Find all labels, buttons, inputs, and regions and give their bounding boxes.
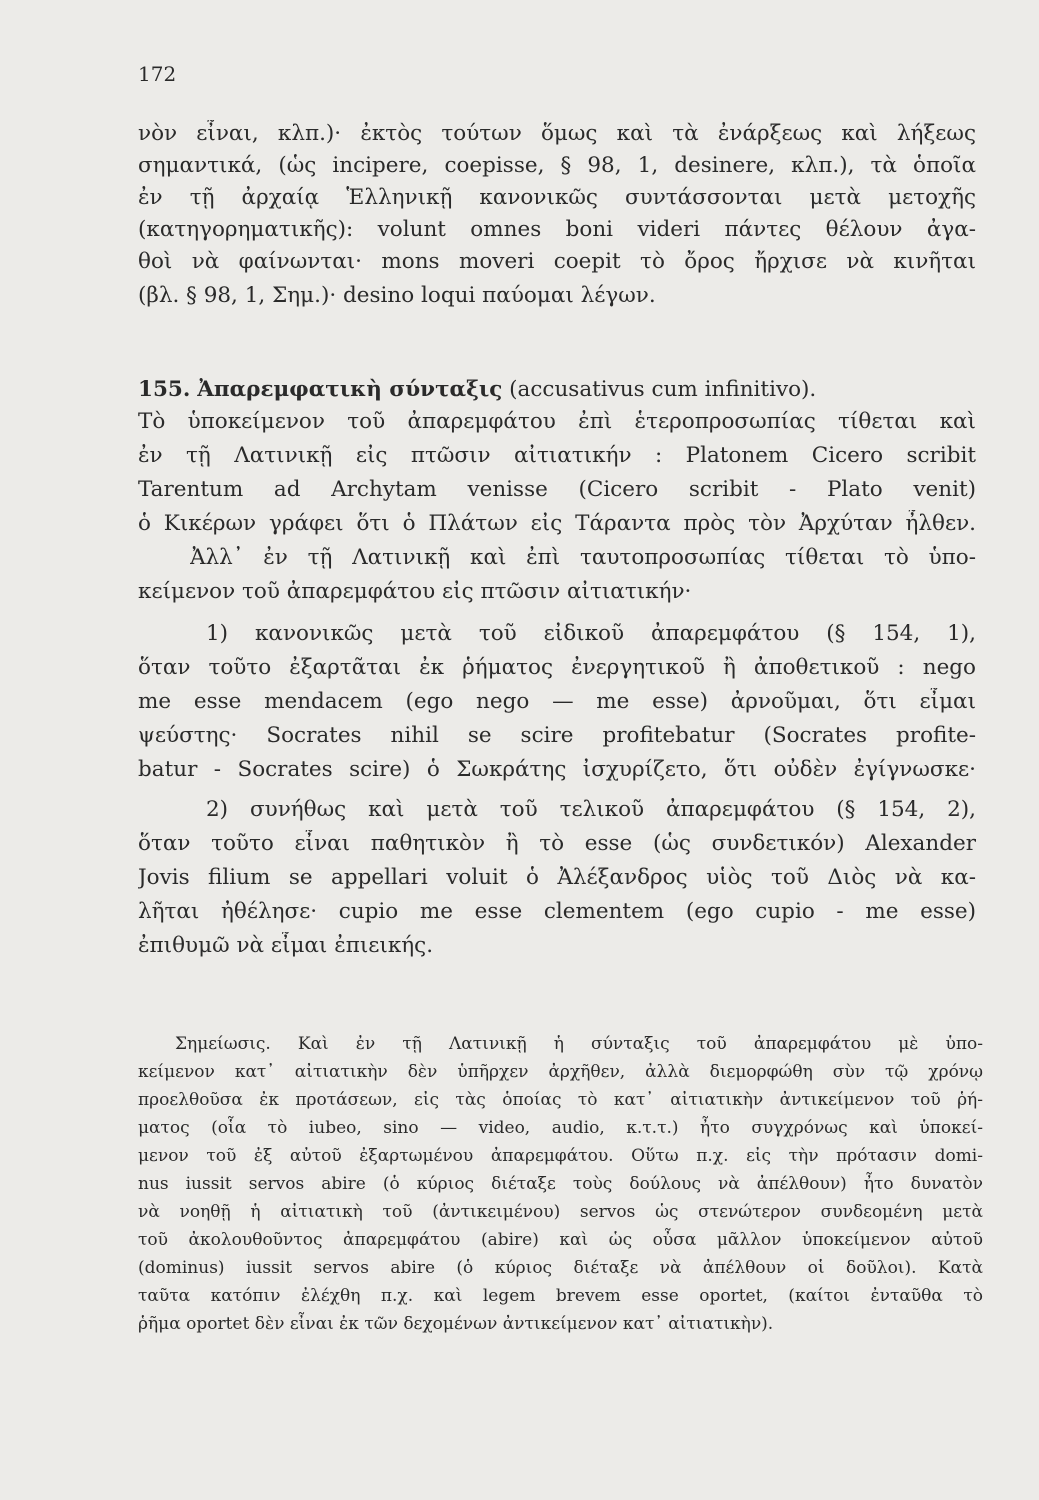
section-line: ἐπιθυμῶ νὰ εἶμαι ἐπιεικής. [138,933,434,958]
body-line: ἐν τῇ ἀρχαίᾳ Ἑλληνικῇ κανονικῶς συντάσσονται μετὰ μετοχῆς [138,185,976,210]
section-line: Jovis filium se appellari voluit ὁ Ἀλέξανδρος υἱὸς τοῦ Διὸς νὰ κα- [138,865,976,890]
note-line: nus iussit servos abire (ὁ κύριος διέταξε τοὺς δούλους νὰ ἀπέλθουν) ἦτο δυνατὸν [138,1174,983,1194]
section-line: λῆται ἠθέλησε· cupio me esse clementem (ego cupio - me esse) [138,899,976,924]
body-line: (κατηγορηματικῆς): volunt omnes boni videri πάντες θέλουν ἀγα- [138,217,976,242]
note-line: μενον τοῦ ἐξ αὐτοῦ ἐξαρτωμένου ἀπαρεμφάτου. Οὕτω π.χ. εἰς τὴν πρότασιν domi- [138,1146,983,1166]
section-line: ψεύστης· Socrates nihil se scire profitebatur (Socrates profite- [138,723,976,748]
body-line: νὸν εἶναι, κλπ.)· ἐκτὸς τούτων ὅμως καὶ τὰ ἐνάρξεως καὶ λήξεως [138,121,976,146]
page-number: 172 [138,62,177,86]
section-line: batur - Socrates scire) ὁ Σωκράτης ἰσχυρίζετο, ὅτι οὐδὲν ἐγίγνωσκε· [138,757,976,782]
note-line: νὰ νοηθῇ ἡ αἰτιατικὴ τοῦ (ἀντικειμένου) servos ὡς στενώτερον συνδεομένη μετὰ [138,1202,983,1222]
section-line: Tarentum ad Archytam venisse (Cicero scribit - Plato venit) [138,477,976,502]
note-line: τοῦ ἀκολουθοῦντος ἀπαρεμφάτου (abire) καὶ ὡς οὖσα μᾶλλον ὑποκείμενον αὐτοῦ [138,1230,983,1250]
section-line: Ἀλλ᾽ ἐν τῇ Λατινικῇ καὶ ἐπὶ ταυτοπροσωπίας τίθεται τὸ ὑπο- [190,545,976,570]
section-subtitle: (accusativus cum infinitivo). [509,377,817,402]
section-line: ὅταν τοῦτο εἶναι παθητικὸν ἢ τὸ esse (ὡς συνδετικόν) Alexander [138,831,976,856]
body-line: (βλ. § 98, 1, Σημ.)· desino loqui παύομαι λέγων. [138,283,656,308]
section-line: me esse mendacem (ego nego — me esse) ἀρνοῦμαι, ὅτι εἶμαι [138,689,976,714]
note-line: προελθοῦσα ἐκ προτάσεων, εἰς τὰς ὁποίας τὸ κατ᾽ αἰτιατικὴν ἀντικείμενον τοῦ ῥή- [138,1090,983,1110]
body-line: θοὶ νὰ φαίνωνται· mons moveri coepit τὸ ὄρος ἤρχισε νὰ κινῆται [138,249,976,274]
section-line: ἐν τῇ Λατινικῇ εἰς πτῶσιν αἰτιατικήν : Platonem Cicero scribit [138,443,976,468]
section-line: Τὸ ὑποκείμενον τοῦ ἀπαρεμφάτου ἐπὶ ἑτεροπροσωπίας τίθεται καὶ [138,409,976,434]
note-line: ῥῆμα oportet δὲν εἶναι ἐκ τῶν δεχομένων ἀντικείμενον κατ᾽ αἰτιατικὴν). [138,1314,774,1334]
note-line: κείμενον κατ᾽ αἰτιατικὴν δὲν ὑπῆρχεν ἀρχῆθεν, ἀλλὰ διεμορφώθη σὺν τῷ χρόνῳ [138,1062,983,1082]
section-line: ὁ Κικέρων γράφει ὅτι ὁ Πλάτων εἰς Τάραντα πρὸς τὸν Ἀρχύταν ἦλθεν. [138,511,976,536]
section-line: ὅταν τοῦτο ἐξαρτᾶται ἐκ ῥήματος ἐνεργητικοῦ ἢ ἀποθετικοῦ : nego [138,655,976,680]
body-line: σημαντικά, (ὡς incipere, coepisse, § 98, 1, desinere, κλπ.), τὰ ὁποῖα [138,153,976,178]
section-title: Ἀπαρεμφατικὴ σύνταξις [197,377,503,402]
section-line: 2) συνήθως καὶ μετὰ τοῦ τελικοῦ ἀπαρεμφάτου (§ 154, 2), [206,797,976,822]
note-line: Σημείωσις. Καὶ ἐν τῇ Λατινικῇ ἡ σύνταξις τοῦ ἀπαρεμφάτου μὲ ὑπο- [175,1034,983,1054]
section-number: 155. [138,377,191,402]
note-line: (dominus) iussit servos abire (ὁ κύριος διέταξε νὰ ἀπέλθουν οἱ δοῦλοι). Κατὰ [138,1258,983,1278]
note-line: ταῦτα κατόπιν ἐλέχθη π.χ. καὶ legem brevem esse oportet, (καίτοι ἐνταῦθα τὸ [138,1286,983,1306]
note-line: ματος (οἷα τὸ iubeo, sino — video, audio, κ.τ.τ.) ἦτο συγχρόνως καὶ ὑποκεί- [138,1118,983,1138]
section-line: 1) κανονικῶς μετὰ τοῦ εἰδικοῦ ἀπαρεμφάτου (§ 154, 1), [206,621,976,646]
section-line: κείμενον τοῦ ἀπαρεμφάτου εἰς πτῶσιν αἰτιατικήν· [138,579,692,604]
section-heading [138,376,976,404]
